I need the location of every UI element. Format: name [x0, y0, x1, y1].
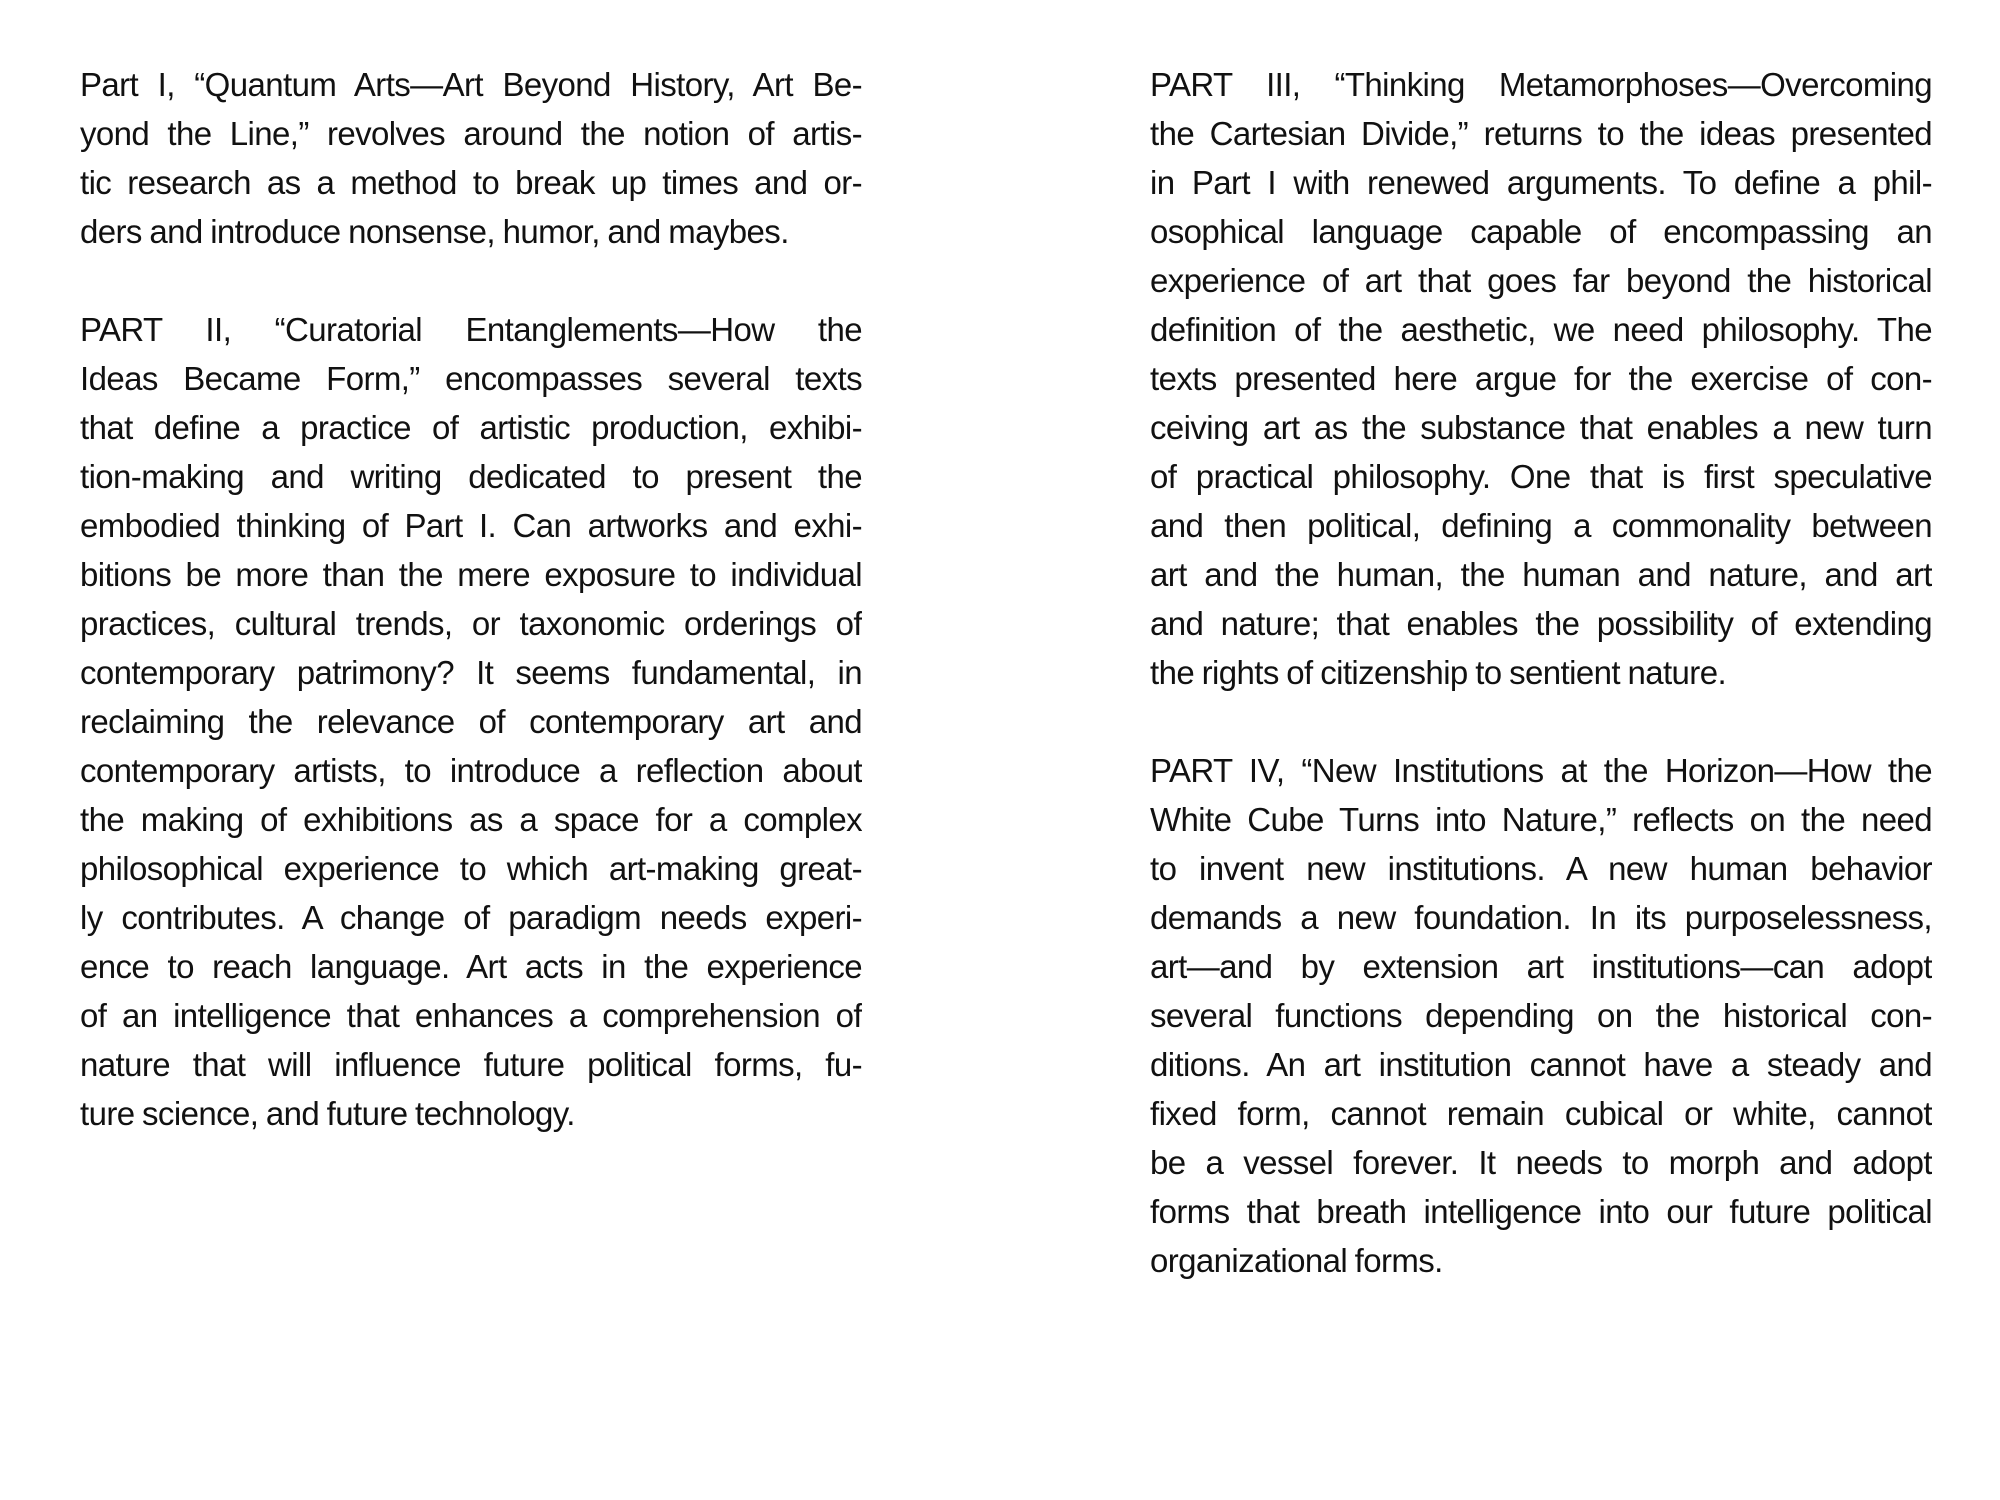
text-line: PART III, “Thinking Metamorphoses—Overcoming [1150, 66, 1932, 103]
text-line: philosophical experience to which art-making great- [80, 850, 862, 887]
text-line: ditions. An art institution cannot have a steady and [1150, 1046, 1932, 1083]
text-line: nature that will influence future political forms, fu- [80, 1046, 862, 1083]
text-line: of an intelligence that enhances a comprehension of [80, 997, 862, 1034]
text-line: experience of art that goes far beyond the historical [1150, 262, 1932, 299]
text-line: organizational forms. [1150, 1242, 1443, 1279]
text-line: that define a practice of artistic production, exhibi- [80, 409, 862, 446]
text-line: practices, cultural trends, or taxonomic orderings of [80, 605, 862, 642]
text-line: art and the human, the human and nature, and art [1150, 556, 1932, 593]
text-line: texts presented here argue for the exercise of con- [1150, 360, 1932, 397]
left-page-column [80, 60, 862, 1187]
text-line: art—and by extension art institutions—can adopt [1150, 948, 1932, 985]
text-line: and then political, defining a commonality between [1150, 507, 1932, 544]
text-line: PART IV, “New Institutions at the Horizon—How the [1150, 752, 1932, 789]
text-line: yond the Line,” revolves around the notion of artis- [80, 115, 862, 152]
text-line: to invent new institutions. A new human behavior [1150, 850, 1932, 887]
right-page-column [1150, 60, 1932, 1334]
paragraph [1150, 746, 1932, 1285]
text-line: contemporary patrimony? It seems fundamental, in [80, 654, 862, 691]
text-line: ders and introduce nonsense, humor, and maybes. [80, 213, 789, 250]
text-line: and nature; that enables the possibility of extending [1150, 605, 1932, 642]
text-line: tion-making and writing dedicated to present the [80, 458, 862, 495]
text-line: forms that breath intelligence into our future political [1150, 1193, 1932, 1230]
text-line: several functions depending on the historical con- [1150, 997, 1932, 1034]
text-line: in Part I with renewed arguments. To define a phil- [1150, 164, 1932, 201]
text-line: of practical philosophy. One that is first speculative [1150, 458, 1932, 495]
text-line: White Cube Turns into Nature,” reflects on the need [1150, 801, 1932, 838]
paragraph [1150, 60, 1932, 697]
text-line: the making of exhibitions as a space for a complex [80, 801, 862, 838]
text-line: reclaiming the relevance of contemporary art and [80, 703, 862, 740]
text-line: contemporary artists, to introduce a reflection about [80, 752, 862, 789]
text-line: bitions be more than the mere exposure to individual [80, 556, 862, 593]
text-line: ence to reach language. Art acts in the experience [80, 948, 862, 985]
text-line: PART II, “Curatorial Entanglements—How the [80, 311, 862, 348]
text-line: ceiving art as the substance that enables a new turn [1150, 409, 1932, 446]
text-line: the rights of citizenship to sentient nature. [1150, 654, 1727, 691]
text-line: the Cartesian Divide,” returns to the ideas presented [1150, 115, 1932, 152]
text-line: demands a new foundation. In its purposelessness, [1150, 899, 1932, 936]
text-line: fixed form, cannot remain cubical or white, cannot [1150, 1095, 1932, 1132]
text-line: Ideas Became Form,” encompasses several texts [80, 360, 862, 397]
text-line: embodied thinking of Part I. Can artworks and exhi- [80, 507, 862, 544]
text-line: ture science, and future technology. [80, 1095, 575, 1132]
paragraph [80, 60, 862, 256]
text-line: be a vessel forever. It needs to morph and adopt [1150, 1144, 1932, 1181]
text-line: definition of the aesthetic, we need philosophy. The [1150, 311, 1932, 348]
text-line: osophical language capable of encompassing an [1150, 213, 1932, 250]
text-line: Part I, “Quantum Arts—Art Beyond History, Art Be- [80, 66, 862, 103]
text-line: ly contributes. A change of paradigm needs experi- [80, 899, 862, 936]
paragraph [80, 305, 862, 1138]
text-line: tic research as a method to break up times and or- [80, 164, 862, 201]
